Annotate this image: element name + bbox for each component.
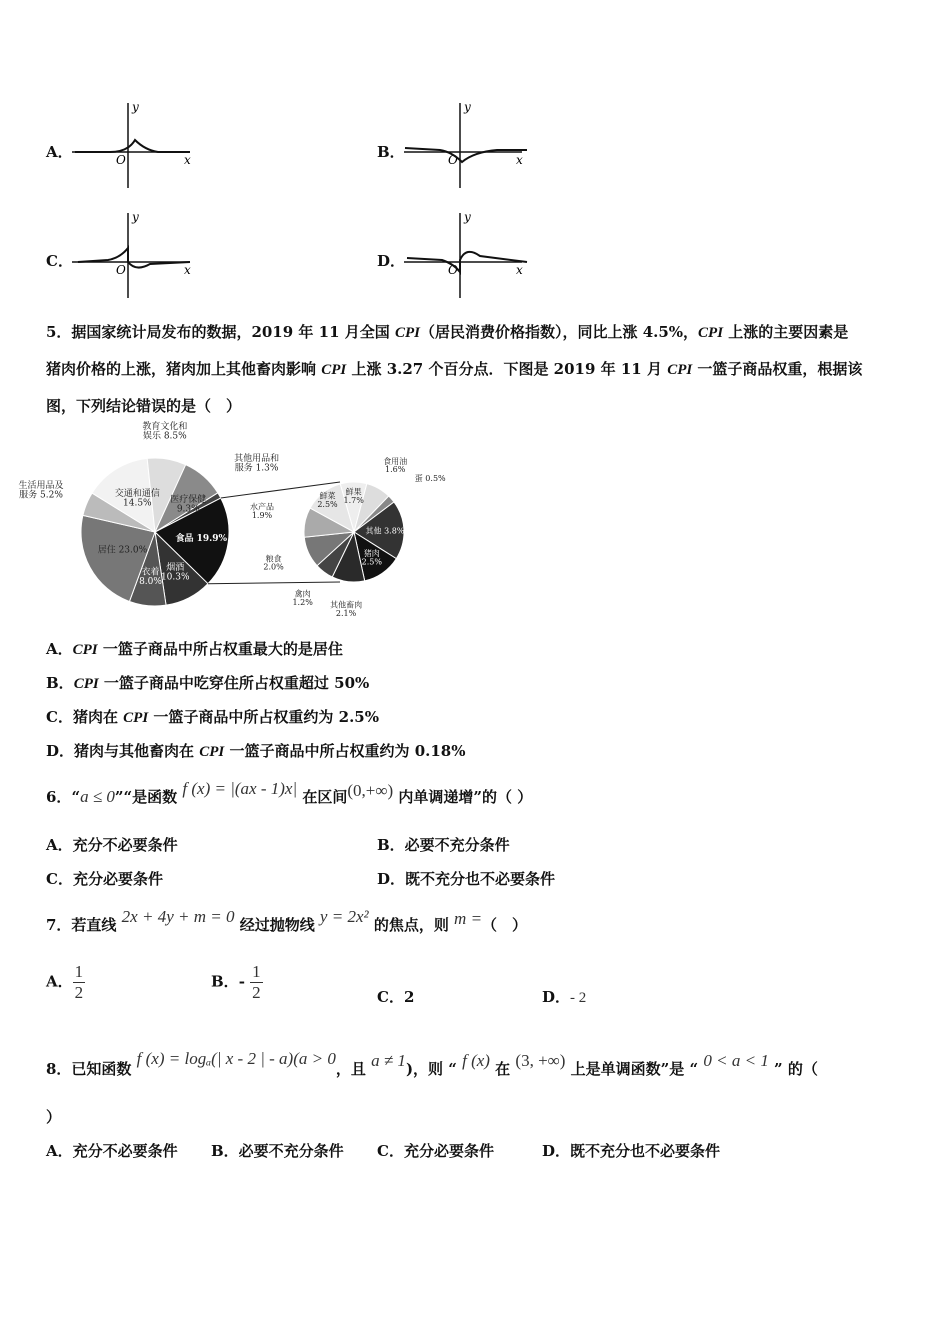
text-segment: 一篮子商品中吃穿住所占权重超过 50%: [98, 674, 370, 692]
main-slice-label: 服务 1.3%: [234, 463, 279, 474]
q6-number: 6．: [46, 788, 72, 806]
text-segment: 上涨 3.27 个百分点．下图是 2019 年 11 月: [346, 360, 668, 378]
q6-text: ”“是函数: [114, 788, 183, 806]
q8-fx: f (x): [462, 1051, 490, 1070]
q4-option-b-label: B．: [377, 143, 405, 161]
fraction: [73, 962, 86, 1003]
cpi-term: CPI: [199, 744, 225, 760]
q8-text: )，则 “: [405, 1060, 463, 1078]
q8-text: 在: [489, 1060, 516, 1078]
q6-option-b: B．必要不充分条件: [377, 836, 510, 854]
text-segment: 一篮子商品中所占权重约为 2.5%: [148, 708, 379, 726]
q7-option-d: [542, 986, 586, 1007]
q4-graph-b: [402, 100, 532, 190]
q6-condition: a ≤ 0: [80, 787, 115, 806]
text-segment: B．: [46, 674, 74, 692]
detail-slice-label: 水产品: [249, 502, 274, 512]
q7-text: 7．若直线: [46, 916, 122, 934]
q8-text: 上是单调函数”是 “: [565, 1060, 704, 1078]
q5-text-line: [46, 358, 862, 379]
cpi-term: CPI: [72, 642, 98, 658]
main-slice-label: 教育文化和: [142, 422, 188, 433]
q7-text: （ ）: [482, 916, 528, 934]
sign: -: [238, 972, 245, 991]
x-axis-label: x: [184, 153, 191, 167]
text-segment: 猪肉价格的上涨，猪肉加上其他畜肉影响: [46, 360, 322, 378]
q5-option-b: [46, 672, 369, 693]
detail-slice-label: 1.9%: [251, 510, 273, 520]
main-slice-label: 食品 19.9%: [175, 534, 228, 545]
curve: [405, 148, 527, 162]
cpi-term: CPI: [73, 676, 99, 692]
q7-option-a: [46, 962, 85, 1003]
q8-function: f (x) = logₐ(| x - 2 | - a)(a > 0: [136, 1049, 336, 1068]
q6-option-d: D．既不充分也不必要条件: [377, 870, 556, 888]
text-segment: A．: [46, 640, 73, 658]
detail-slice-label: 2.5%: [317, 499, 338, 509]
q8-range: 0 < a < 1: [703, 1051, 769, 1070]
q4-graph-a: [70, 100, 200, 190]
q7-option-b: [211, 962, 263, 1003]
cpi-term: CPI: [698, 325, 724, 341]
x-axis-label: x: [184, 263, 191, 277]
numerator: 1: [74, 962, 84, 981]
q8-text: 8．已知函数: [46, 1060, 137, 1078]
detail-slice-label: 1.2%: [292, 598, 313, 608]
q5-option-a: [46, 638, 343, 659]
detail-slice-label: 粮食: [265, 554, 282, 564]
origin-label: O: [116, 263, 126, 277]
main-slice-label: 交通和通信: [114, 488, 160, 499]
denominator: 2: [74, 983, 84, 1002]
q7-parabola-equation: y = 2x²: [319, 907, 369, 926]
q8-text: ，且: [335, 1060, 372, 1078]
main-slice-label: 其他用品和: [234, 453, 280, 464]
q8-option-b: B．必要不充分条件: [211, 1142, 344, 1160]
curve: [75, 140, 190, 152]
q6-option-c: C．充分必要条件: [46, 870, 163, 888]
cpi-term: CPI: [394, 325, 420, 341]
q6-function: f (x) = |(ax - 1)x|: [182, 779, 298, 798]
q5-text-line: [46, 321, 848, 342]
detail-slice-label: 其他畜肉: [330, 600, 363, 610]
q8-option-d: D．既不充分也不必要条件: [542, 1142, 721, 1160]
q6-text: 在区间: [297, 788, 348, 806]
text-segment: 一篮子商品中所占权重最大的是居住: [97, 640, 343, 658]
y-axis-label: y: [132, 210, 139, 224]
q7-m: m =: [454, 909, 483, 928]
detail-slice-label: 禽肉: [294, 589, 311, 599]
q4-option-a-label: A．: [46, 143, 73, 161]
cpi-pie-chart: [18, 422, 460, 619]
q8-interval: (3, +∞): [515, 1051, 566, 1070]
text-segment: 一篮子商品中所占权重约为 0.18%: [224, 742, 466, 760]
detail-slice-label: 猪肉: [363, 548, 380, 558]
q4-graph-d: [402, 210, 532, 300]
q7-text: 经过抛物线: [234, 916, 320, 934]
q6-interval: (0,+∞): [347, 781, 394, 800]
text-segment: （居民消费价格指数），同比上涨 4.5%，: [419, 323, 699, 341]
q4-graph-c: [70, 210, 200, 300]
main-slice-label: 14.5%: [123, 498, 152, 509]
text-segment: C．猪肉在: [46, 708, 124, 726]
y-axis-label: y: [132, 100, 139, 114]
curve: [78, 248, 190, 268]
q6-text: 内单调递增”的（ ）: [393, 788, 533, 806]
main-slice-label: 烟酒: [166, 562, 185, 573]
text-segment: 一篮子商品权重，根据该: [692, 360, 863, 378]
q8-option-c: C．充分必要条件: [377, 1142, 494, 1160]
main-slice-label: 8.0%: [139, 577, 162, 588]
detail-slice-label: 2.1%: [335, 609, 357, 619]
text-segment: D．猪肉与其他畜肉在: [46, 742, 200, 760]
detail-slice-label: 1.7%: [343, 496, 364, 506]
option-label: B．: [211, 972, 239, 991]
main-slice-label: 医疗保健: [170, 495, 207, 506]
option-value: - 2: [570, 990, 587, 1006]
option-label: A．: [46, 972, 73, 991]
y-axis-label: y: [464, 100, 471, 114]
main-slice-label: 娱乐 8.5%: [142, 431, 187, 442]
option-label: D．: [542, 988, 571, 1006]
question-7: [46, 907, 528, 935]
cpi-term: CPI: [123, 710, 149, 726]
origin-label: O: [448, 263, 458, 277]
main-slice-label: 生活用品及: [18, 480, 64, 491]
detail-slice-label: 蛋 0.5%: [414, 474, 446, 484]
denominator: 2: [252, 983, 261, 1002]
main-slice-label: 10.3%: [160, 572, 190, 583]
option-value: 2: [403, 988, 415, 1006]
quote: “: [71, 788, 81, 806]
fraction: [250, 962, 263, 1003]
q4-option-d-label: D．: [377, 252, 406, 270]
main-slice-label: 衣着: [141, 567, 160, 578]
detail-slice-label: 其他 3.8%: [365, 526, 405, 536]
detail-slice-label: 2.0%: [263, 562, 284, 572]
origin-label: O: [116, 153, 126, 167]
q6-option-a: A．充分不必要条件: [46, 836, 178, 854]
detail-slice-label: 鲜菜: [319, 491, 336, 501]
option-label: C．: [377, 988, 404, 1006]
text-segment: 上涨的主要因素是: [723, 323, 849, 341]
q5-option-d: [46, 740, 465, 761]
numerator: 1: [252, 962, 261, 981]
question-8: [46, 1049, 818, 1079]
main-slice-label: 服务 5.2%: [19, 490, 63, 501]
q7-option-c: [377, 986, 414, 1007]
detail-slice-label: 1.6%: [385, 465, 406, 475]
q8-condition: a ≠ 1: [371, 1051, 406, 1070]
q8-text: ” 的（: [768, 1060, 818, 1078]
q7-text: 的焦点，则: [368, 916, 455, 934]
detail-slice-label: 2.5%: [361, 557, 382, 567]
x-axis-label: x: [516, 263, 523, 277]
detail-slice-label: 鲜果: [345, 487, 362, 497]
y-axis-label: y: [464, 210, 471, 224]
q4-option-c-label: C．: [46, 252, 73, 270]
origin-label: O: [448, 153, 458, 167]
detail-slice-label: 食用油: [383, 456, 408, 466]
q5-option-c: [46, 706, 379, 727]
cpi-term: CPI: [321, 362, 347, 378]
q8-option-a: A．充分不必要条件: [46, 1142, 178, 1160]
connector-line: [208, 582, 340, 584]
cpi-term: CPI: [667, 362, 693, 378]
main-slice-label: 居住 23.0%: [97, 545, 148, 556]
main-slice-label: 9.3%: [176, 504, 200, 515]
q5-text-line: [46, 395, 241, 416]
q8-text-continued: ）: [46, 1108, 62, 1126]
question-6: [46, 779, 533, 807]
text-segment: 5．据国家统计局发布的数据，2019 年 11 月全国: [46, 323, 395, 341]
q7-line-equation: 2x + 4y + m = 0: [121, 907, 235, 926]
x-axis-label: x: [516, 153, 523, 167]
text-segment: 图，下列结论错误的是（ ）: [46, 397, 242, 415]
